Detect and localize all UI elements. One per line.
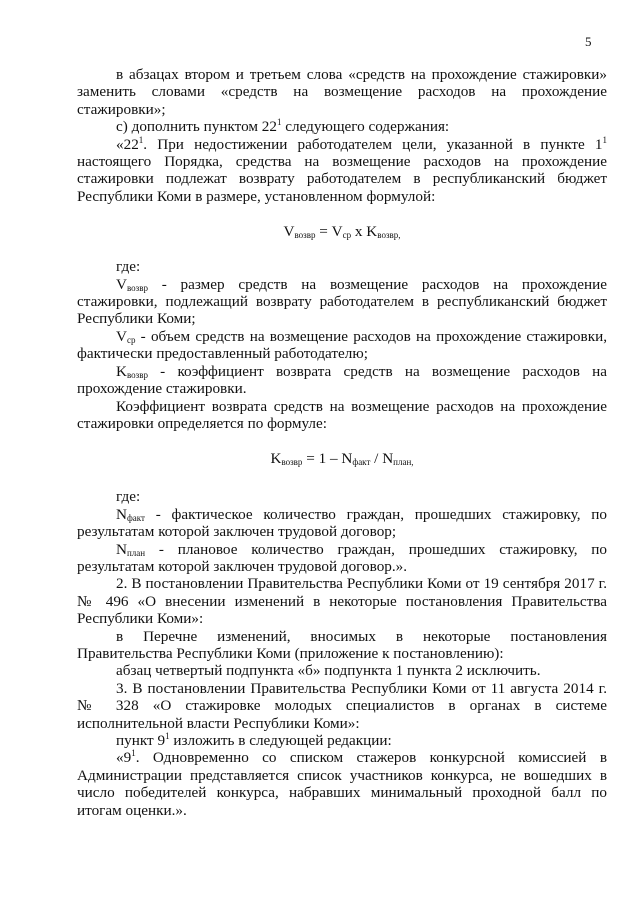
definition-n-fact: $N_{факт}$ - фактическое количество граждан, прошедших стажировку, по результатам которой заключен трудовой договор; — [77, 505, 607, 541]
document-body — [77, 66, 607, 819]
paragraph-coefficient: Коэффициент возврата средств на возмещение расходов на прохождение стажировки определяется по формуле: — [77, 397, 607, 432]
formula-coefficient: $K_{возвр} = 1 - N_{факт} / N_{план,}$ — [270, 450, 414, 468]
formula-refund-amount: $V_{возвр} = V_{ср}$ x $K_{возвр,}$ — [283, 223, 401, 241]
paragraph-section-3: 3. В постановлении Правительства Республики Коми от 11 августа 2014 г. № 328 «О стажировке молодых специалистов в органах в системе исполнительной власти Республики Коми»: — [77, 679, 607, 732]
paragraph-exclude: абзац четвертый подпункта «б» подпункта 1 пункта 2 исключить. — [116, 662, 541, 680]
paragraph-section-2: 2. В постановлении Правительства Республики Коми от 19 сентября 2017 г. № 496 «О внесении изменений в некоторые постановления Правительства Республики Коми»: — [77, 575, 607, 628]
definition-n-plan: $N_{план}$ - плановое количество граждан, прошедших стажировку, по результатам которой заключен трудовой договор.». — [77, 540, 607, 575]
paragraph-1: в абзацах втором и третьем слова «средств на прохождение стажировки» заменить словами «средств на возмещение расходов на прохождение стажировки»; — [77, 66, 607, 118]
paragraph-point-9-1: пункт $9^1$ изложить в следующей редакции: — [116, 731, 392, 749]
where-label-1: где: — [116, 258, 141, 276]
paragraph-new-wording: «$9^1$. Одновременно со списком стажеров конкурсной комиссией в Администрации представляется список участников конкурса, не вошедших в число победителей конкурса, набравших минимальный проходной балл по итогам оценки.». — [77, 748, 607, 819]
definition-v-avg: $V_{ср}$ - объем средств на возмещение расходов на прохождение стажировки, фактически предоставленный работодателю; — [77, 327, 607, 363]
where-label-2: где: — [116, 488, 141, 506]
paragraph-list-changes: в Перечне изменений, вносимых в некоторые постановления Правительства Республики Коми (приложение к постановлению): — [77, 627, 607, 662]
paragraph-2: с) дополнить пунктом $22^1$ следующего содержания: — [116, 117, 450, 136]
paragraph-3: «$22^1$. При недостижении работодателем цели, указанной в пункте $1^1$ настоящего Порядка, средства на возмещение расходов на прохождение стажировки подлежат возврату работодателем в республиканский бюджет Республики Коми в размере, установленном формулой: — [77, 134, 607, 205]
definition-v-refund: $V_{возвр}$ - размер средств на возмещение расходов на прохождение стажировки, подлежащий возврату работодателем в республиканский бюджет Республики Коми; — [77, 275, 607, 328]
definition-k-refund: $K_{возвр}$ - коэффициент возврата средств на возмещение расходов на прохождение стажировки. — [77, 362, 607, 398]
page-number: 5 — [585, 34, 592, 49]
